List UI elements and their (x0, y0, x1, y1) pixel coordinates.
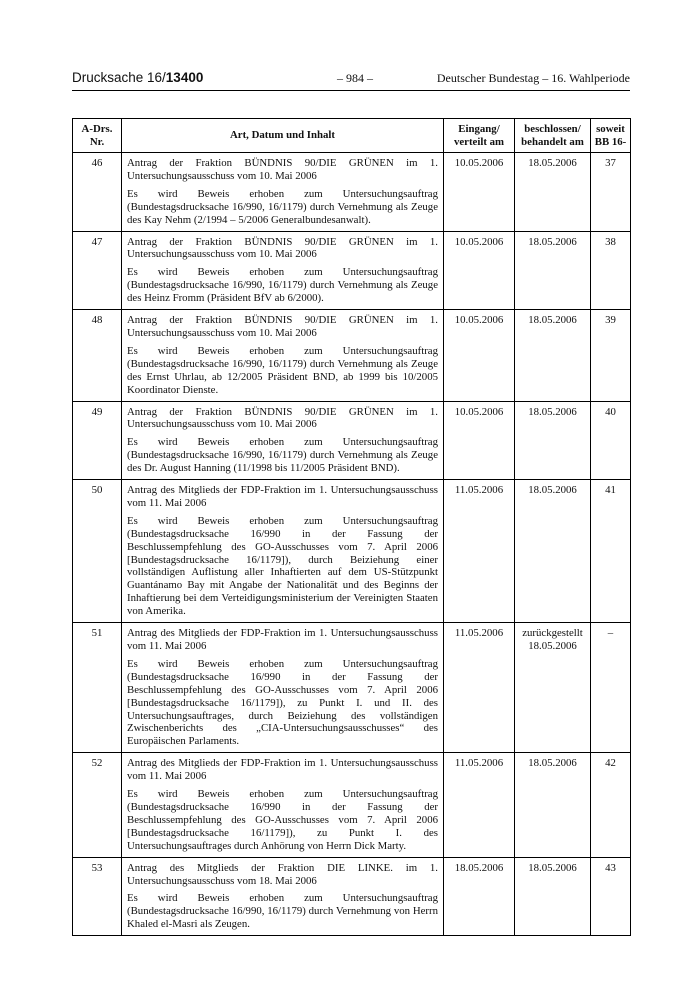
received-date: 10.05.2006 (444, 231, 515, 310)
decided-date: 18.05.2006 (515, 857, 591, 936)
bb-number: 37 (591, 153, 631, 232)
bb-number: 40 (591, 401, 631, 480)
received-date: 11.05.2006 (444, 753, 515, 857)
column-header-received: Eingang/ verteilt am (444, 119, 515, 153)
received-date: 10.05.2006 (444, 153, 515, 232)
bb-number: 43 (591, 857, 631, 936)
row-content (122, 310, 444, 401)
decided-date: 18.05.2006 (515, 153, 591, 232)
received-date: 11.05.2006 (444, 480, 515, 623)
row-number: 48 (73, 310, 122, 401)
table-row (73, 310, 631, 401)
motion-title: Antrag der Fraktion BÜNDNIS 90/DIE GRÜNEN im 1. Untersuchungsausschuss vom 10. Mai 2006 (127, 157, 438, 182)
motion-title: Antrag der Fraktion BÜNDNIS 90/DIE GRÜNEN im 1. Untersuchungsausschuss vom 10. Mai 2006 (127, 314, 438, 339)
bb-number: 41 (591, 480, 631, 623)
column-header-decided: beschlossen/ behandelt am (515, 119, 591, 153)
table-header-row (73, 119, 631, 153)
page-number: – 984 – (337, 71, 373, 85)
column-header-nr: A-Drs. Nr. (73, 119, 122, 153)
row-content (122, 231, 444, 310)
row-content (122, 753, 444, 857)
row-number: 50 (73, 480, 122, 623)
table-row (73, 753, 631, 857)
row-content (122, 153, 444, 232)
table-row (73, 153, 631, 232)
motion-body: Es wird Beweis erhoben zum Untersuchungsauftrag (Bundestagsdrucksache 16/990, 16/1179) durch Vernehmung von Herrn Khaled el-Masri als Zeugen. (127, 892, 438, 931)
decided-date: 18.05.2006 (515, 310, 591, 401)
received-date: 10.05.2006 (444, 310, 515, 401)
document-number (72, 70, 203, 85)
motion-body: Es wird Beweis erhoben zum Untersuchungsauftrag (Bundestagsdrucksache 16/990, 16/1179) durch Vernehmung als Zeuge des Heinz Fromm (Präsident BfV ab 6/2000). (127, 266, 438, 305)
page-header (72, 70, 630, 91)
motion-title: Antrag des Mitglieds der FDP-Fraktion im 1. Untersuchungsausschuss vom 11. Mai 2006 (127, 484, 438, 509)
motion-body: Es wird Beweis erhoben zum Untersuchungsauftrag (Bundestagsdrucksache 16/990 in der Fassung der Beschlussempfehlung des GO-Ausschusses vom 7. April 2006 [Bundestagsdrucksache 16/1179]), zu Punkt I. des Untersuchungsauftrages durch Anhörung von Herrn Dick Marty. (127, 788, 438, 852)
row-number: 49 (73, 401, 122, 480)
bb-number: 42 (591, 753, 631, 857)
motion-title: Antrag des Mitglieds der FDP-Fraktion im 1. Untersuchungsausschuss vom 11. Mai 2006 (127, 627, 438, 652)
column-header-content: Art, Datum und Inhalt (122, 119, 444, 153)
document-label: Drucksache 16/ (72, 70, 166, 85)
table-row (73, 401, 631, 480)
bb-number: 39 (591, 310, 631, 401)
motion-body: Es wird Beweis erhoben zum Untersuchungsauftrag (Bundestagsdrucksache 16/990 in der Fassung der Beschlussempfehlung des GO-Ausschusses vom 7. April 2006 [Bundestagsdrucksache 16/1179]), zu Punkt I. und II. des Untersuchungsauftrages, durch Beiziehung des vollständigen Zwischenberichts des „CIA-Untersuchungsausschusses“ des Europäischen Parlaments. (127, 657, 438, 748)
row-content (122, 480, 444, 623)
row-number: 52 (73, 753, 122, 857)
motion-body: Es wird Beweis erhoben zum Untersuchungsauftrag (Bundestagsdrucksache 16/990, 16/1179) durch Vernehmung als Zeuge des Ernst Uhrlau, ab 12/2005 Präsident BND, ab 1999 bis 10/2005 Koordinator Dienste. (127, 344, 438, 396)
decided-date: 18.05.2006 (515, 231, 591, 310)
row-content (122, 857, 444, 936)
bb-number: – (591, 623, 631, 753)
decided-date: zurückgestellt 18.05.2006 (515, 623, 591, 753)
motion-title: Antrag des Mitglieds der Fraktion DIE LINKE. im 1. Untersuchungsausschuss vom 18. Mai 2006 (127, 861, 438, 887)
motions-table (72, 118, 631, 936)
row-number: 46 (73, 153, 122, 232)
document-number-value: 13400 (165, 70, 204, 85)
row-number: 53 (73, 857, 122, 936)
table-row (73, 480, 631, 623)
row-number: 47 (73, 231, 122, 310)
motion-body: Es wird Beweis erhoben zum Untersuchungsauftrag (Bundestagsdrucksache 16/990 in der Fassung der Beschlussempfehlung des GO-Ausschusses vom 7. April 2006 [Bundestagsdrucksache 16/1179]), durch Beiziehung einer vollständigen Auflistung aller Inhaftierten auf dem US-Stützpunkt Guantánamo Bay mit Angabe der Nationalität und des Beginns der Inhaftierung bei dem Verteidigungsministerium der Vereinigten Staaten von Amerika. (127, 514, 438, 618)
row-content (122, 401, 444, 480)
motion-title: Antrag der Fraktion BÜNDNIS 90/DIE GRÜNEN im 1. Untersuchungsausschuss vom 10. Mai 2006 (127, 235, 438, 261)
column-header-bb: soweit BB 16- (591, 119, 631, 153)
received-date: 10.05.2006 (444, 401, 515, 480)
table-row (73, 623, 631, 753)
decided-date: 18.05.2006 (515, 753, 591, 857)
table-row (73, 857, 631, 936)
motion-title: Antrag des Mitglieds der FDP-Fraktion im 1. Untersuchungsausschuss vom 11. Mai 2006 (127, 757, 438, 783)
publisher-label: Deutscher Bundestag – 16. Wahlperiode (436, 71, 630, 85)
motion-title: Antrag der Fraktion BÜNDNIS 90/DIE GRÜNEN im 1. Untersuchungsausschuss vom 10. Mai 2006 (127, 405, 438, 431)
decided-date: 18.05.2006 (515, 480, 591, 623)
row-content (122, 623, 444, 753)
table-row (73, 231, 631, 310)
row-number: 51 (73, 623, 122, 753)
motion-body: Es wird Beweis erhoben zum Untersuchungsauftrag (Bundestagsdrucksache 16/990, 16/1179) durch Vernehmung als Zeuge des Kay Nehm (2/1994 – 5/2006 Generalbundesanwalt). (127, 187, 438, 226)
bb-number: 38 (591, 231, 631, 310)
motion-body: Es wird Beweis erhoben zum Untersuchungsauftrag (Bundestagsdrucksache 16/990, 16/1179) durch Vernehmung als Zeuge des Dr. August Hanning (11/1998 bis 11/2005 Präsident BND). (127, 436, 438, 475)
decided-date: 18.05.2006 (515, 401, 591, 480)
received-date: 11.05.2006 (444, 623, 515, 753)
received-date: 18.05.2006 (444, 857, 515, 936)
